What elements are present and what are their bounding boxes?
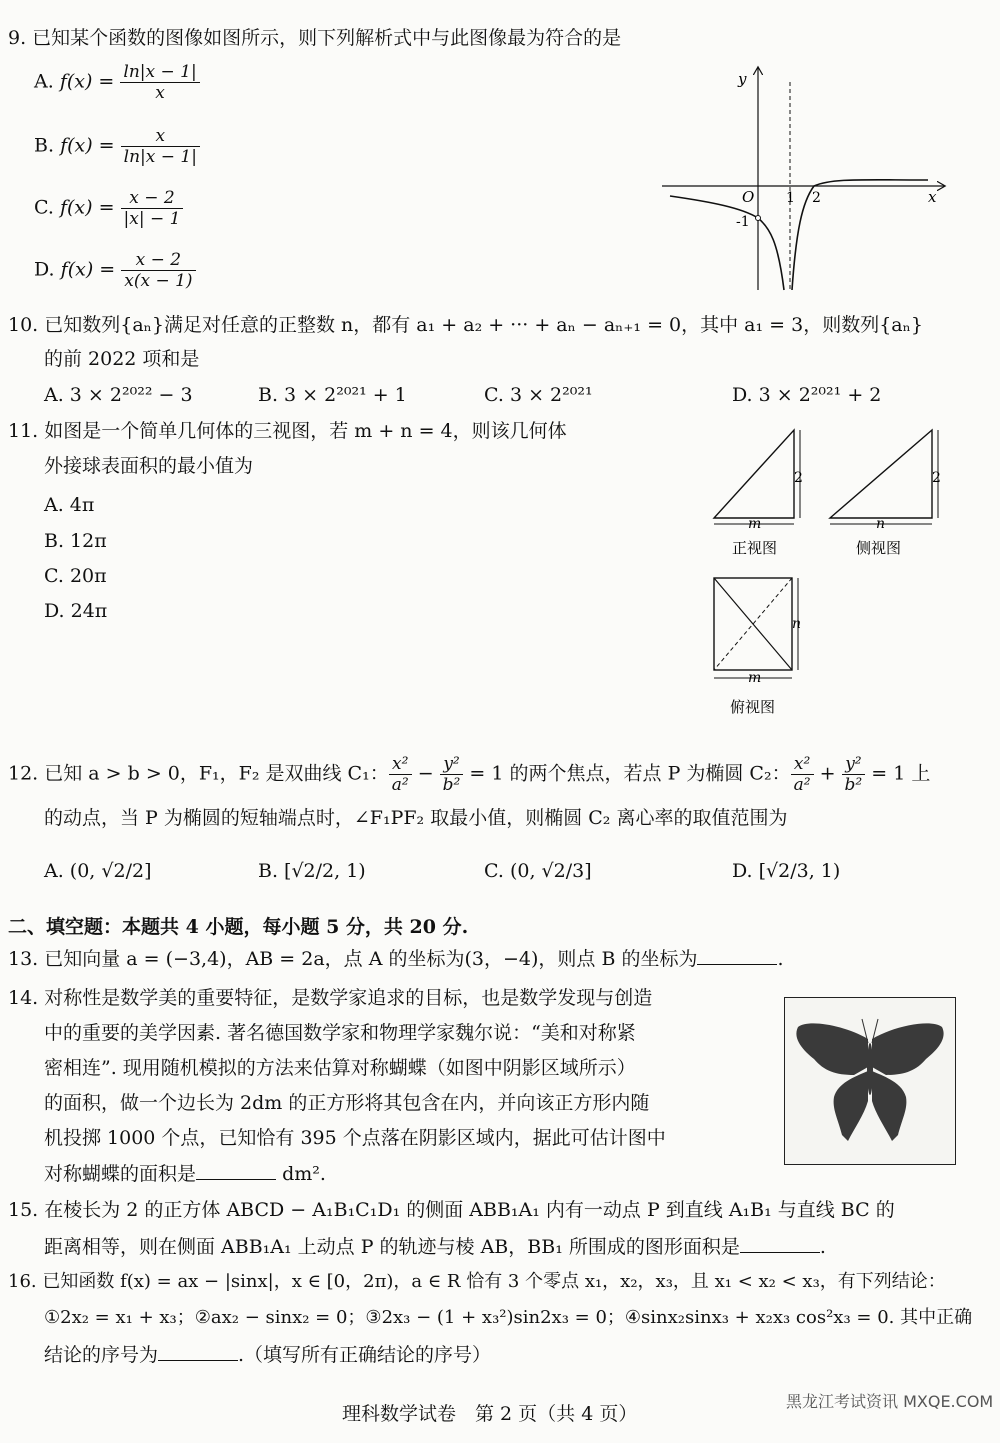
top-m-label: m: [748, 670, 762, 686]
side-n-label: n: [876, 516, 886, 532]
option-lhs: f(x) =: [59, 70, 115, 93]
q12-option-c: C. (0, √2/3]: [484, 860, 592, 882]
q12-part-b: 的两个焦点，若点 P 为椭圆 C₂：: [509, 762, 791, 785]
y-axis-label: y: [738, 70, 747, 88]
q13-text: 13. 已知向量 a = (−3,4)，AB = 2a，点 A 的坐标为(3，−4)，则点 B 的坐标为: [8, 948, 698, 970]
top-n-label: n: [792, 616, 802, 632]
option-fraction: [120, 62, 199, 103]
tick-label-1: 1: [786, 190, 795, 206]
q10-line1: 10. 已知数列{aₙ}满足对任意的正整数 n，都有 a₁ + a₂ + ··· + aₙ − aₙ₊₁ = 0，其中 a₁ = 3，则数列{aₙ}: [8, 314, 923, 336]
q16-line3: [44, 1342, 491, 1367]
q14-line3: 密相连”. 现用随机模拟的方法来估算对称蝴蝶（如图中阴影区域所示）: [44, 1057, 636, 1079]
q9-option-d: [34, 250, 196, 291]
q11-line1: 11. 如图是一个简单几何体的三视图，若 m + n = 4，则该几何体: [8, 420, 567, 442]
origin-label: O: [742, 188, 755, 206]
q11-option-d: D. 24π: [44, 600, 108, 622]
option-fraction: [121, 250, 195, 291]
ellipse-y-term: [842, 754, 866, 795]
q16-line1: 16. 已知函数 f(x) = ax − |sinx|，x ∈ [0，2π)，a ∈ R 恰有 3 个零点 x₁，x₂，x₃，且 x₁ < x₂ < x₃，有下列结论：: [8, 1271, 946, 1292]
butterfly-picture: [784, 997, 956, 1165]
q16-line3-tail: .（填写所有正确结论的序号）: [238, 1344, 492, 1366]
q15-line2: 距离相等，则在侧面 ABB₁A₁ 上动点 P 的轨迹与棱 AB，BB₁ 所围成的图形面积是 .: [44, 1236, 826, 1258]
q11-option-c: C. 20π: [44, 565, 107, 587]
q14-answer-blank[interactable]: [196, 1161, 276, 1180]
option-label: A.: [34, 70, 54, 93]
denominator: ln|x − 1|: [123, 147, 197, 167]
front-height-label: 2: [794, 470, 803, 486]
option-lhs: f(x) =: [60, 258, 116, 281]
q11-option-a: A. 4π: [44, 494, 95, 516]
q15-line2-text: 距离相等，则在侧面 ABB₁A₁ 上动点 P 的轨迹与棱 AB，BB₁ 所围成的图形面积是: [44, 1236, 740, 1258]
numerator: x²: [389, 754, 412, 775]
q12-option-b: B. [√2/2, 1): [258, 860, 366, 882]
page-footer: 理科数学试卷 第 2 页（共 4 页）: [342, 1403, 638, 1425]
numerator: y²: [842, 754, 866, 775]
q13-stem: 13. 已知向量 a = (−3,4)，AB = 2a，点 A 的坐标为(3，−4)，则点 B 的坐标为 .: [8, 948, 784, 970]
q16-line3-text: 结论的序号为: [44, 1344, 159, 1366]
q14-line5: 机投掷 1000 个点，已知恰有 395 个点落在阴影区域内，据此可估计图中: [44, 1127, 666, 1149]
q16-answer-blank[interactable]: [158, 1342, 238, 1361]
numerator: ln|x − 1|: [120, 62, 199, 83]
q10-option-c: C. 3 × 2²⁰²¹: [484, 384, 593, 406]
front-m-label: m: [748, 516, 762, 532]
q9-option-a: [34, 62, 200, 103]
numerator: y²: [440, 754, 464, 775]
watermark-text: 黑龙江考试资讯 MXQE.COM: [786, 1392, 994, 1411]
q12-option-a: A. (0, √2/2]: [44, 860, 152, 882]
q12-option-d: D. [√2/3, 1): [732, 860, 841, 882]
q16-line2: ①2x₂ = x₁ + x₃；②ax₂ − sinx₂ = 0；③2x₃ − (1 + x₃²)sin2x₃ = 0；④sinx₂sinx₃ + x₂x₃ cos²x₃ = 0. 其中正确: [44, 1307, 973, 1328]
denominator: b²: [442, 775, 461, 795]
q13-answer-blank[interactable]: [697, 946, 777, 965]
q15-answer-blank[interactable]: [740, 1234, 820, 1253]
side-height-label: 2: [932, 470, 941, 486]
q10-option-d: D. 3 × 2²⁰²¹ + 2: [732, 384, 882, 406]
option-lhs: f(x) =: [60, 134, 115, 157]
hyperbola-y-term: [440, 754, 464, 795]
q10-option-a: A. 3 × 2²⁰²² − 3: [44, 384, 193, 406]
q9-option-b: [34, 126, 200, 167]
q12-line2: 的动点，当 P 为椭圆的短轴端点时，∠F₁PF₂ 取最小值，则椭圆 C₂ 离心率的取值范围为: [44, 807, 788, 829]
q15-line1: 15. 在棱长为 2 的正方体 ABCD − A₁B₁C₁D₁ 的侧面 ABB₁A₁ 内有一动点 P 到直线 A₁B₁ 与直线 BC 的: [8, 1199, 895, 1221]
numerator: x²: [791, 754, 814, 775]
numerator: x − 2: [121, 250, 195, 271]
side-view-triangle: [830, 430, 932, 518]
q9-function-graph: [662, 62, 952, 294]
option-lhs: f(x) =: [59, 196, 115, 219]
q14-line6: [44, 1161, 326, 1186]
denominator: x: [155, 83, 165, 103]
q14-line1: 14. 对称性是数学美的重要特征，是数学家追求的目标，也是数学发现与创造: [8, 987, 653, 1009]
tick-label-2: 2: [812, 190, 821, 206]
q10-option-b: B. 3 × 2²⁰²¹ + 1: [258, 384, 407, 406]
x-axis-label: x: [928, 188, 937, 206]
denominator: x(x − 1): [124, 271, 193, 291]
q14-unit: dm².: [282, 1163, 326, 1185]
numerator: x: [121, 126, 200, 147]
q11-three-views: [704, 420, 954, 730]
q9-option-c: [34, 188, 183, 229]
denominator: a²: [793, 775, 811, 795]
option-fraction: [121, 188, 184, 229]
hyperbola-x-term: [389, 754, 412, 795]
tick-label-neg1: -1: [736, 214, 750, 230]
section-2-header: 二、填空题：本题共 4 小题，每小题 5 分，共 20 分.: [8, 916, 469, 938]
equation-tail: = 1: [469, 762, 504, 785]
q11-line2: 外接球表面积的最小值为: [44, 455, 254, 477]
option-label: C.: [34, 196, 54, 219]
q12-part-a: 12. 已知 a > b > 0，F₁，F₂ 是双曲线 C₁：: [8, 762, 389, 785]
q14-line4: 的面积，做一个边长为 2dm 的正方形将其包含在内，并向该正方形内随: [44, 1092, 650, 1114]
intercept-point: [756, 216, 761, 221]
denominator: b²: [844, 775, 863, 795]
top-view-diagonal: [714, 578, 792, 670]
side-view-caption: 侧视图: [856, 539, 902, 557]
equation-tail: = 1: [871, 762, 906, 785]
q10-line2: 的前 2022 项和是: [44, 348, 200, 370]
q9-stem: 9. 已知某个函数的图像如图所示，则下列解析式中与此图像最为符合的是: [8, 27, 622, 49]
option-label: D.: [34, 258, 55, 281]
front-view-triangle: [714, 430, 794, 518]
option-label: B.: [34, 134, 55, 157]
ellipse-x-term: [791, 754, 814, 795]
q14-line2: 中的重要的美学因素. 著名德国数学家和物理学家魏尔说：“美和对称紧: [44, 1022, 636, 1044]
denominator: a²: [391, 775, 409, 795]
front-view-caption: 正视图: [732, 539, 778, 557]
option-fraction: [121, 126, 200, 167]
left-branch-curve: [670, 196, 784, 290]
q11-option-b: B. 12π: [44, 530, 107, 552]
top-view-caption: 俯视图: [730, 698, 776, 716]
numerator: x − 2: [121, 188, 184, 209]
q12-line1: 12. 已知 a > b > 0，F₁，F₂ 是双曲线 C₁： $\frac{\text{x²}}{\text{a²}}$ − $\frac{\text{y²}}{\text{b²}}$ = 1 的两个焦点，若点 P 为椭圆 C₂： $\frac{\text{x²}}{\text{a²}}$ + $\frac{\text{y²}}{\text{b²}}$ = 1 上: [8, 754, 931, 795]
q14-line6-text: 对称蝴蝶的面积是: [44, 1163, 197, 1185]
denominator: |x| − 1: [123, 209, 181, 229]
q12-part-c: 上: [911, 762, 931, 785]
